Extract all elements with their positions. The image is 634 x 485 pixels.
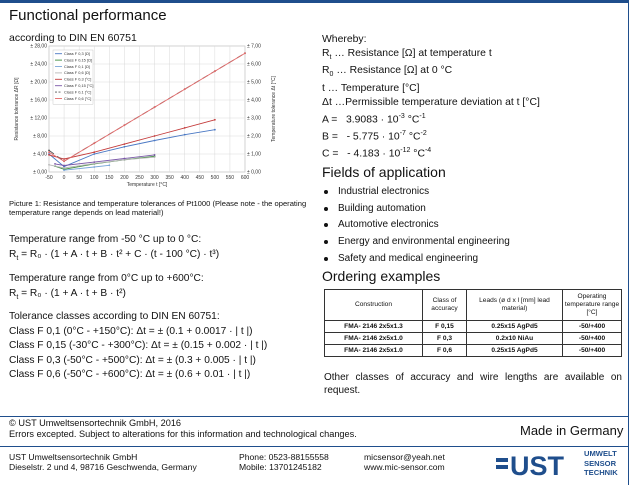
high-range-formula: $R_t = R_0 \cdot (1 + A \cdot t + B \cdot t^2)$ xyxy=(9,287,126,301)
x-tick-label: 200 xyxy=(120,175,129,181)
const-b-unit: °C xyxy=(408,131,421,143)
def-r0: $R_0$ … Resistance [Ω] at 0 °C xyxy=(322,65,453,79)
def-t: t … Temperature [°C] xyxy=(322,83,420,95)
data-point xyxy=(184,88,186,90)
data-point xyxy=(123,143,125,145)
legend-entry: Class F 0,1 [Ω] xyxy=(64,63,90,69)
list-item: Automotive electronics xyxy=(322,217,510,234)
const-c-label: C = xyxy=(322,148,339,160)
data-point xyxy=(123,124,125,126)
company-address: Dieselstr. 2 und 4, 98716 Geschwenda, Germany xyxy=(9,462,197,473)
table-row xyxy=(325,333,622,345)
copyright-block xyxy=(9,418,357,440)
data-point xyxy=(63,158,65,160)
tolerance-class: Class F 0,1 (0°C - +150°C): Δt = ± (0.1 + 0.0017 · | t |) xyxy=(9,325,253,337)
data-point xyxy=(63,169,65,171)
table-row xyxy=(325,345,622,357)
chart-caption: Picture 1: Resistance and temperature tolerances of Pt1000 (Please note - the operating temperature range depends on lead material!) xyxy=(9,199,307,218)
list-item: Safety and medical engineering xyxy=(322,251,510,268)
legend-entry: Class F 0,3 [Ω] xyxy=(64,51,90,56)
const-c-exp: -12 xyxy=(400,147,411,155)
low-range-block xyxy=(9,233,219,266)
y2-axis-label: Temperature tolerance Δt [°C] xyxy=(271,76,277,142)
data-point xyxy=(184,134,186,136)
cell: -50/+400 xyxy=(563,333,622,345)
data-point xyxy=(154,106,156,108)
y-tick-label: ± 0,00 xyxy=(33,169,47,176)
y-tick-label: ± 28,00 xyxy=(30,43,47,50)
y2-tick-label: ± 4,00 xyxy=(247,97,261,104)
y-tick-label: ± 20,00 xyxy=(30,79,47,86)
high-formula-text: = R₀ · (1 + A · t + B · t²) xyxy=(21,287,126,299)
const-b-label: B = xyxy=(322,131,338,143)
whereby-block xyxy=(322,33,540,161)
tolerance-chart xyxy=(9,40,281,198)
legend-entry: Class F 0,15 [Ω] xyxy=(64,57,92,63)
legend-entry: Class F 0,3 [°C] xyxy=(64,76,92,82)
y2-tick-label: ± 0,00 xyxy=(247,169,261,176)
const-a-unit: °C xyxy=(407,114,420,126)
data-point xyxy=(184,127,186,129)
list-item: Building automation xyxy=(322,201,510,218)
brand-line-1: UMWELT xyxy=(584,449,617,458)
tolerance-block xyxy=(9,310,267,383)
footer-rule-bottom xyxy=(0,446,628,447)
data-point xyxy=(154,135,156,137)
legend-entry: Class F 0,1 [°C] xyxy=(64,89,92,95)
phone-block xyxy=(239,452,329,473)
low-range-title: Temperature range from -50 °C up to 0 °C: xyxy=(9,234,202,245)
edge-bar xyxy=(628,0,634,485)
ordering-note: Other classes of accuracy and wire lengths are available on request. xyxy=(324,372,622,396)
data-point xyxy=(108,164,110,166)
data-point xyxy=(48,164,50,166)
low-formula-text: = R₀ · (1 + A · t + B · t² + C · (t - 100 °C) · t³) xyxy=(21,248,220,260)
data-point xyxy=(154,154,156,156)
contact-block xyxy=(364,452,445,473)
const-b-exp: -7 xyxy=(399,129,406,137)
y-tick-label: ± 24,00 xyxy=(30,61,47,68)
data-point xyxy=(48,154,50,156)
y2-tick-label: ± 7,00 xyxy=(247,43,261,50)
y-axis-label: Resistance tolerance ΔR [Ω] xyxy=(14,77,20,141)
y-tick-label: ± 12,00 xyxy=(30,115,47,122)
def-r0-text: … Resistance [Ω] at 0 °C xyxy=(336,65,453,77)
standard-subtitle: according to DIN EN 60751 xyxy=(9,32,137,44)
y-tick-label: ± 16,00 xyxy=(30,97,47,104)
ordering-table xyxy=(324,289,622,357)
phone-number: Phone: 0523-88155558 xyxy=(239,452,329,462)
const-b xyxy=(322,127,540,144)
tolerance-class: Class F 0,6 (-50°C - +600°C): Δt = ± (0.6 + 0.01 · | t |) xyxy=(9,369,251,380)
fields-title: Fields of application xyxy=(322,164,446,180)
tolerance-class: Class F 0,15 (-30°C - +300°C): Δt = ± (0.15 + 0.002 · | t |) xyxy=(9,340,268,351)
def-dt: Δt …Permissible temperature deviation at t [°C] xyxy=(322,96,540,108)
logo-text: UST xyxy=(510,451,564,479)
x-tick-label: 150 xyxy=(105,175,114,181)
data-point xyxy=(93,166,95,168)
cell: F 0,15 xyxy=(423,321,467,333)
brand-line-2: SENSOR xyxy=(584,458,617,468)
x-tick-label: -50 xyxy=(45,175,53,181)
cell: FMA- 2146 2x5x1.0 xyxy=(325,345,423,357)
const-a-uexp: -1 xyxy=(419,112,426,120)
y2-tick-label: ± 3,00 xyxy=(247,115,261,122)
data-point xyxy=(93,151,95,153)
cell: 0.25x15 AgPd5 xyxy=(467,321,563,333)
brand-name xyxy=(584,449,618,478)
data-point xyxy=(93,153,95,155)
x-axis-label: Temperature t [°C] xyxy=(126,182,168,188)
data-point xyxy=(214,129,216,131)
legend-entry: Class F 0,6 [°C] xyxy=(64,95,92,101)
y2-tick-label: ± 6,00 xyxy=(247,61,261,68)
data-point xyxy=(63,167,65,169)
data-point xyxy=(244,52,246,54)
const-a-exp: -3 xyxy=(398,112,405,120)
data-point xyxy=(123,158,125,160)
x-tick-label: 550 xyxy=(225,175,235,181)
x-tick-label: 50 xyxy=(76,175,82,181)
page-title: Functional performance xyxy=(9,7,167,24)
data-point xyxy=(214,119,216,121)
def-rt-text: … Resistance [Ω] at temperature t xyxy=(334,47,492,59)
data-point xyxy=(48,151,50,153)
top-rule xyxy=(0,0,634,3)
col-leads: Leads (ø d x l [mm] lead material) xyxy=(467,290,563,321)
x-tick-label: 450 xyxy=(195,175,204,181)
col-construction: Construction xyxy=(325,290,423,321)
data-point xyxy=(63,160,65,162)
cell: FMA- 2146 2x5x1.0 xyxy=(325,333,423,345)
col-class: Class of accuracy xyxy=(423,290,467,321)
y2-tick-label: ± 2,00 xyxy=(247,133,261,140)
const-c-uexp: -4 xyxy=(424,147,432,155)
table-header-row xyxy=(325,290,622,321)
email-link[interactable]: micsensor@yeah.net xyxy=(364,452,445,462)
data-point xyxy=(214,70,216,72)
table-row xyxy=(325,321,622,333)
x-tick-label: 350 xyxy=(165,175,174,181)
data-point xyxy=(93,161,95,163)
data-point xyxy=(123,146,125,148)
x-tick-label: 0 xyxy=(62,175,66,181)
address-block xyxy=(9,452,197,473)
data-point xyxy=(154,156,156,158)
data-point xyxy=(154,140,156,142)
company-name: UST Umweltsensortechnik GmbH xyxy=(9,452,138,462)
const-a-label: A = xyxy=(322,114,338,126)
brand-line-3: TECHNIK xyxy=(584,468,618,478)
cell: 0.25x15 AgPd5 xyxy=(467,345,563,357)
ordering-title: Ordering examples xyxy=(322,268,441,284)
const-a xyxy=(322,110,540,127)
const-c-unit: °C xyxy=(413,148,425,160)
cell: FMA- 2146 2x5x1.3 xyxy=(325,321,423,333)
y2-tick-label: ± 5,00 xyxy=(247,79,261,86)
cell: -50/+400 xyxy=(563,345,622,357)
website-link[interactable]: www.mic-sensor.com xyxy=(364,462,445,473)
tolerance-class: Class F 0,3 (-50°C - +500°C): Δt = ± (0.3 + 0.005 · | t |) xyxy=(9,354,256,366)
const-b-value: - 5.775 · 10 xyxy=(346,131,400,143)
y-tick-label: ± 8,00 xyxy=(33,133,47,140)
footer-rule xyxy=(0,416,628,417)
high-range-title: Temperature range from 0°C up to +600°C: xyxy=(9,273,204,284)
legend-entry: Class F 0,6 [Ω] xyxy=(64,70,90,76)
x-tick-label: 300 xyxy=(150,175,159,181)
high-range-block xyxy=(9,272,204,305)
cell: F 0,3 xyxy=(423,333,467,345)
const-c xyxy=(322,144,540,161)
const-b-uexp: -2 xyxy=(420,129,427,137)
x-tick-label: 500 xyxy=(210,175,220,181)
list-item: Energy and environmental engineering xyxy=(322,234,510,251)
legend-entry: Class F 0,15 [°C] xyxy=(64,83,94,88)
ust-logo-icon xyxy=(496,449,576,479)
x-tick-label: 100 xyxy=(90,175,99,181)
data-point xyxy=(63,165,65,167)
y-tick-label: ± 4,00 xyxy=(33,151,47,158)
disclaimer: Errors excepted. Subject to alterations for this information and technological changes. xyxy=(9,429,357,439)
cell: 0.2x10 NiAu xyxy=(467,333,563,345)
col-temp-range: Operating temperature range [°C] xyxy=(563,290,622,321)
list-item: Industrial electronics xyxy=(322,184,510,201)
whereby-title: Whereby: xyxy=(322,34,367,45)
made-in-label: Made in Germany xyxy=(520,423,624,438)
x-tick-label: 600 xyxy=(240,175,250,181)
y2-tick-label: ± 1,00 xyxy=(247,151,261,158)
x-tick-label: 250 xyxy=(135,175,144,181)
mobile-number: Mobile: 13701245182 xyxy=(239,462,322,473)
data-point xyxy=(48,150,50,152)
data-point xyxy=(93,142,95,144)
cell: -50/+400 xyxy=(563,321,622,333)
x-tick-label: 400 xyxy=(180,175,189,181)
const-c-value: - 4.183 · 10 xyxy=(347,148,401,160)
data-point xyxy=(54,163,56,165)
cell: F 0,6 xyxy=(423,345,467,357)
copyright: © UST Umweltsensortechnik GmbH, 2016 xyxy=(9,418,182,428)
def-rt: $R_t$ … Resistance [Ω] at temperature t xyxy=(322,47,492,61)
low-range-formula: $R_t = R_0 \cdot (1 + A \cdot t + B \cdot t^2 + C \cdot (t - 100$ °C) · t³) xyxy=(9,248,220,262)
tolerance-title: Tolerance classes according to DIN EN 60751: xyxy=(9,311,220,322)
fields-list xyxy=(322,184,510,267)
const-a-value: 3.9083 · 10 xyxy=(345,114,399,126)
